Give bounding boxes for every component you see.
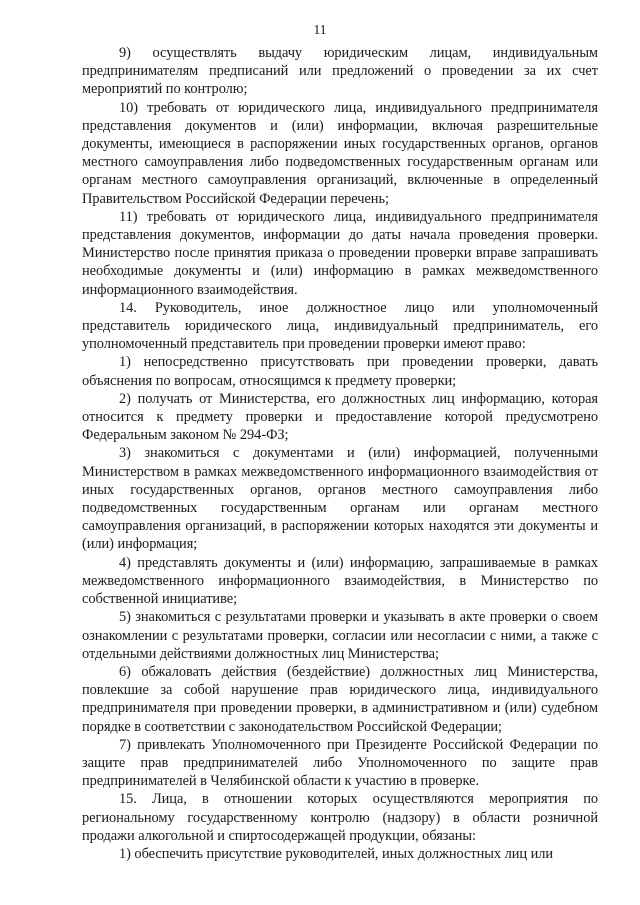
paragraph-item-11: 11) требовать от юридического лица, индивидуального предпринимателя представления документов, информации до даты начала проведения проверки. Министерство после принятия приказа о проведении проверки вправе запрашивать необходимые документы и (или) информацию в рамках межведомственного информационного взаимодействия. [82,208,598,298]
paragraph-right-5: 5) знакомиться с результатами проверки и указывать в акте проверки о своем ознакомлении с результатами проверки, согласии или несогласии с ними, а также с отдельными действиями должностных лиц Министерства; [82,609,598,662]
paragraph-item-9: 9) осуществлять выдачу юридическим лицам, индивидуальным предпринимателям предписаний или предложений о проведении за их счет мероприятий по контролю; [82,45,598,98]
paragraph-right-1: 1) непосредственно присутствовать при проведении проверки, давать объяснения по вопросам, относящимся к предмету проверки; [82,354,598,389]
paragraph-section-14: 14. Руководитель, иное должностное лицо или уполномоченный представитель юридического лица, индивидуальный предприниматель, его уполномоченный представитель при проведении проверки имеют право: [82,299,598,353]
paragraph-right-3: 3) знакомиться с документами и (или) информацией, полученными Министерством в рамках межведомственного информационного взаимодействия от иных государственных органов, органов местного самоуправления либо подведомственных государственным органам или органам местного самоуправления организаций, в распоряжении которых находятся эти документы и (или) информация; [82,445,598,553]
paragraph-right-4: 4) представлять документы и (или) информацию, запрашиваемые в рамках межведомственного информационного взаимодействия, в Министерство по собственной инициативе; [82,554,598,608]
paragraph-right-7: 7) привлекать Уполномоченного при Президенте Российской Федерации по защите прав предпринимателей либо Уполномоченного по защите прав предпринимателей в Челябинской области к участию в проверке. [82,736,598,790]
document-body [82,44,598,863]
paragraph-section-15: 15. Лица, в отношении которых осуществляются мероприятия по региональному государственному контролю (надзору) в области розничной продажи алкогольной и спиртосодержащей продукции, обязаны: [82,791,598,844]
paragraph-item-10: 10) требовать от юридического лица, индивидуального предпринимателя представления документов и (или) информации, включая разрешительные документы, имеющиеся в распоряжении иных государственных органов, органов местного самоуправления либо подведомственных государственным органам или органам местного самоуправления организаций, включенные в определенный Правительством Российской Федерации перечень; [82,99,598,207]
page-number: 11 [313,22,327,37]
paragraph-right-6: 6) обжаловать действия (бездействие) должностных лиц Министерства, повлекшие за собой нарушение прав юридического лица, индивидуального предпринимателя при проведении проверки, в административном и (или) судебном порядке в соответствии с законодательством Российской Федерации; [82,663,598,735]
paragraph-duty-1: 1) обеспечить присутствие руководителей, иных должностных лиц или [119,845,553,862]
paragraph-right-2: 2) получать от Министерства, его должностных лиц информацию, которая относится к предмету проверки и предоставление которой предусмотрено Федеральным законом № 294-ФЗ; [82,390,598,444]
